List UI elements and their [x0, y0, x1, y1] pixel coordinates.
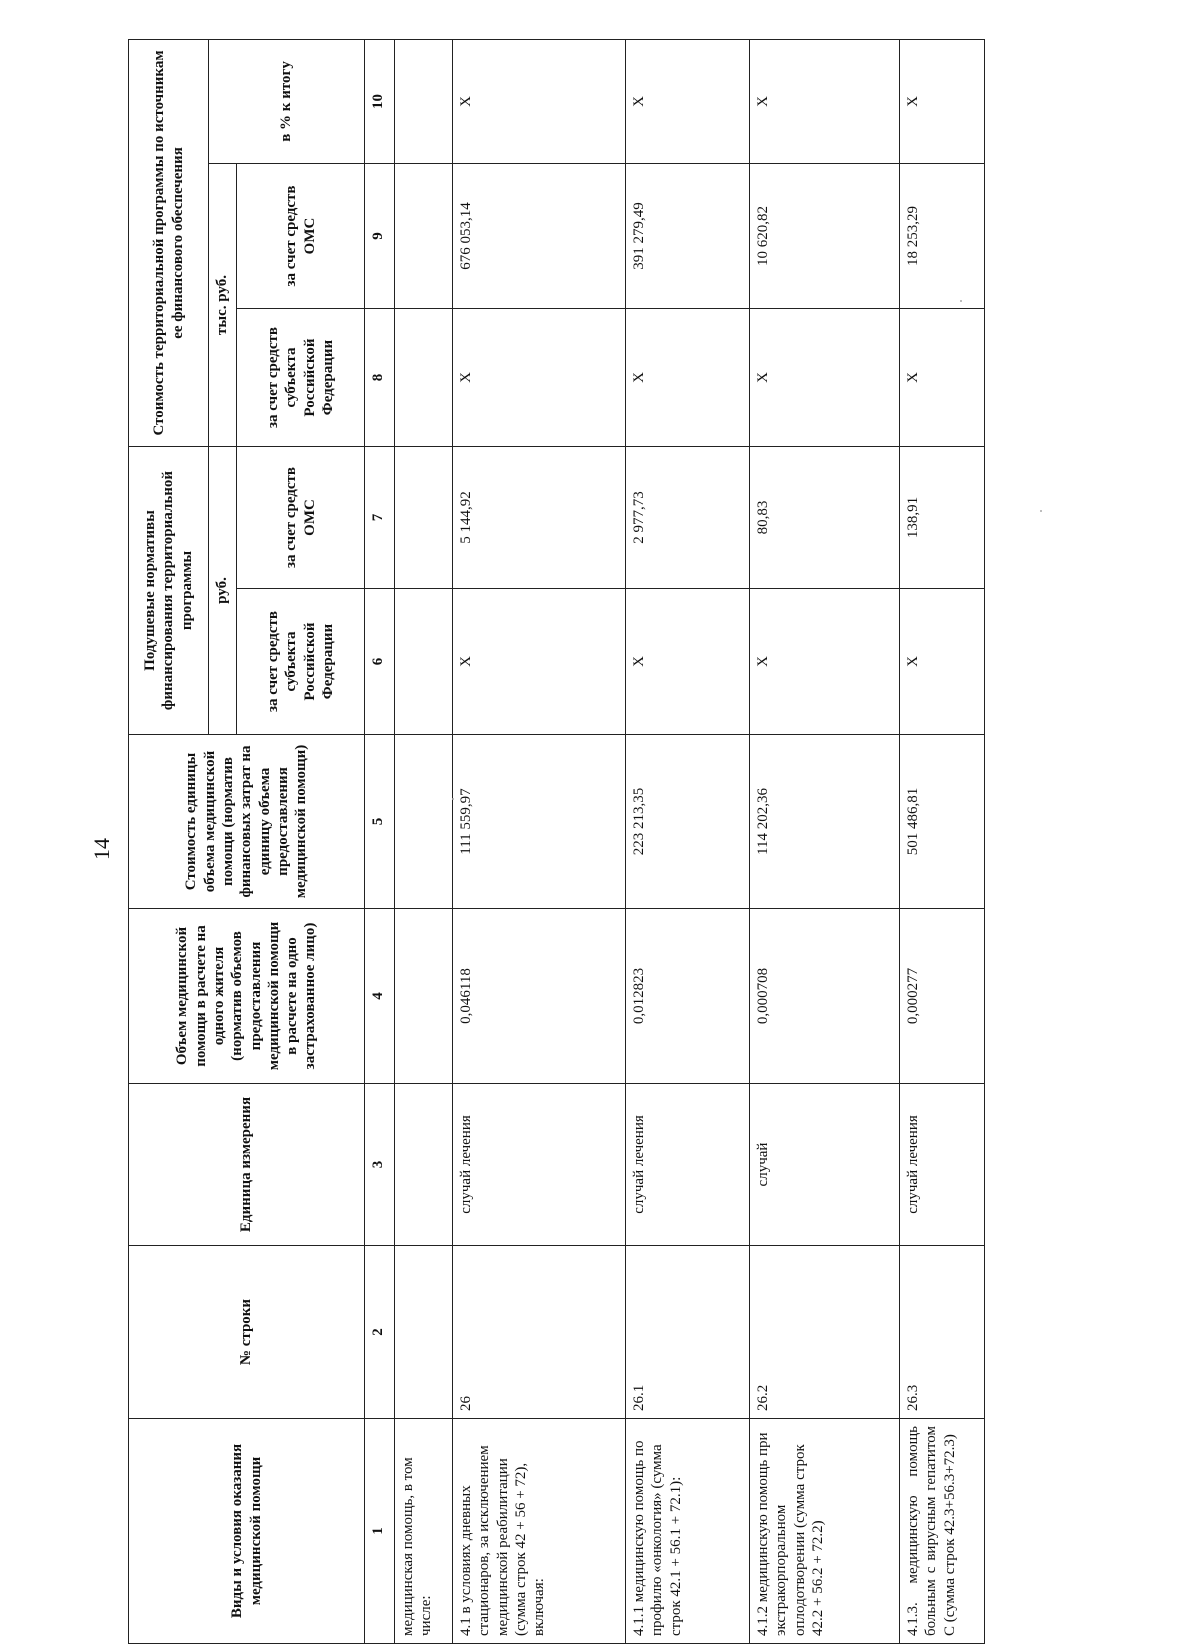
header-cost-oms: за счет средств ОМС — [237, 164, 365, 309]
row-cost-subject: Х — [750, 309, 900, 447]
header-unit: Единица измерения — [129, 1084, 365, 1246]
column-number: 6 — [365, 589, 395, 735]
row-volume: 0,012823 — [626, 909, 750, 1084]
row-unit — [395, 1084, 453, 1246]
header-kinds: Виды и условия оказания медицинской помощи — [129, 1419, 365, 1644]
column-number: 2 — [365, 1246, 395, 1419]
row-cost-oms: 18 253,29 — [900, 164, 985, 309]
row-name: медицинская помощь, в том числе: — [395, 1419, 453, 1644]
row-unit: случай лечения — [900, 1084, 985, 1246]
row-line — [395, 1246, 453, 1419]
column-number-row — [365, 39, 395, 1643]
row-percent: Х — [900, 39, 985, 163]
row-norm-oms: 2 977,73 — [626, 447, 750, 589]
row-norm-subject: Х — [750, 589, 900, 735]
row-volume: 0,000277 — [900, 909, 985, 1084]
header-unit-thousand-rub: тыс. руб. — [209, 164, 237, 447]
row-norm-oms: 138,91 — [900, 447, 985, 589]
header-group-cost: Стоимость территориальной программы по источникам ее финансового обеспечения — [129, 39, 209, 446]
row-norm-subject — [395, 589, 453, 735]
row-norm-oms — [395, 447, 453, 589]
header-norm-subject: за счет средств субъекта Российской Федерации — [237, 589, 365, 735]
scan-speck — [1040, 510, 1042, 512]
scan-speck — [452, 798, 454, 800]
row-unit: случай — [750, 1084, 900, 1246]
row-cost-oms: 10 620,82 — [750, 164, 900, 309]
row-norm-subject: Х — [626, 589, 750, 735]
row-percent: Х — [750, 39, 900, 163]
column-number: 5 — [365, 735, 395, 909]
table-row — [750, 39, 900, 1643]
table-row — [395, 39, 453, 1643]
row-volume: 0,000708 — [750, 909, 900, 1084]
row-volume: 0,046118 — [453, 909, 626, 1084]
scan-mark — [905, 0, 965, 8]
row-cost-subject: Х — [453, 309, 626, 447]
header-norm-oms: за счет средств ОМС — [237, 447, 365, 589]
row-unit-cost: 111 559,97 — [453, 735, 626, 909]
row-line: 26 — [453, 1246, 626, 1419]
column-number: 4 — [365, 909, 395, 1084]
table-row — [900, 39, 985, 1643]
row-volume — [395, 909, 453, 1084]
row-line: 26.3 — [900, 1246, 985, 1419]
row-percent: Х — [453, 39, 626, 163]
row-cost-oms: 676 053,14 — [453, 164, 626, 309]
row-name: 4.1.1 медицинскую помощь по профилю «онкология» (сумма строк 42.1 + 56.1 + 72.1): — [626, 1419, 750, 1644]
column-number: 1 — [365, 1419, 395, 1644]
row-cost-oms: 391 279,49 — [626, 164, 750, 309]
row-unit-cost: 501 486,81 — [900, 735, 985, 909]
column-number: 8 — [365, 309, 395, 447]
header-volume: Объем медицинской помощи в расчете на одного жителя (норматив объемов предоставления медицинской помощи в расчете на одно застрахованное лицо) — [129, 909, 365, 1084]
row-norm-oms: 5 144,92 — [453, 447, 626, 589]
row-unit-cost — [395, 735, 453, 909]
row-cost-subject — [395, 309, 453, 447]
header-unit-rub: руб. — [209, 447, 237, 735]
row-cost-subject: Х — [626, 309, 750, 447]
header-group-norms: Подушевые нормативы финансирования территориальной программы — [129, 447, 209, 735]
financing-table — [128, 39, 985, 1644]
row-percent: Х — [626, 39, 750, 163]
scan-speck — [960, 300, 962, 302]
row-name: 4.1.3. медицинскую помощь больным с вирусным гепатитом С (сумма строк 42.3+56.3+72.3) — [900, 1419, 985, 1644]
row-name: 4.1 в условиях дневных стационаров, за исключением медицинской реабилитации (сумма строк 42 + 56 + 72), включая: — [453, 1419, 626, 1644]
column-number: 3 — [365, 1084, 395, 1246]
row-unit-cost: 114 202,36 — [750, 735, 900, 909]
header-line-number: № строки — [129, 1246, 365, 1419]
row-line: 26.2 — [750, 1246, 900, 1419]
table-row — [453, 39, 626, 1643]
header-unit-cost: Стоимость единицы объема медицинской помощи (норматив финансовых затрат на единицу объема предоставления медицинской помощи) — [129, 735, 365, 909]
row-percent — [395, 39, 453, 163]
table-row — [626, 39, 750, 1643]
row-norm-subject: Х — [900, 589, 985, 735]
row-norm-oms: 80,83 — [750, 447, 900, 589]
header-cost-subject: за счет средств субъекта Российской Федерации — [237, 309, 365, 447]
row-line: 26.1 — [626, 1246, 750, 1419]
row-norm-subject: Х — [453, 589, 626, 735]
rotated-table-container — [128, 40, 984, 1644]
row-name: 4.1.2 медицинскую помощь при экстракорпоральном оплодотворении (сумма строк 42.2 + 56.2 + 72.2) — [750, 1419, 900, 1644]
row-cost-oms — [395, 164, 453, 309]
header-percent: в % к итогу — [209, 39, 365, 163]
row-unit-cost: 223 213,35 — [626, 735, 750, 909]
row-cost-subject: Х — [900, 309, 985, 447]
column-number: 9 — [365, 164, 395, 309]
column-number: 7 — [365, 447, 395, 589]
row-unit: случай лечения — [453, 1084, 626, 1246]
row-unit: случай лечения — [626, 1084, 750, 1246]
page-number: 14 — [89, 838, 114, 860]
column-number: 10 — [365, 39, 395, 163]
